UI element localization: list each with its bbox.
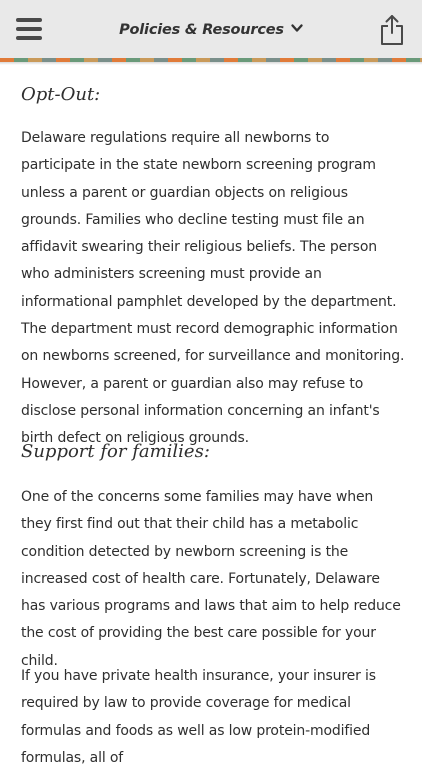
header-shadow xyxy=(0,62,422,65)
insurance-paragraph: If you have private health insurance, your insurer is required by law to provide coverage for medical formulas and foods as well as low protein-modified formulas, all of xyxy=(21,668,376,766)
page-title: Policies & Resources xyxy=(119,22,284,38)
support-paragraph: One of the concerns some families may have when they first find out that their child has a metabolic condition detected by newborn screening is the increased cost of health care. Fortunately, Delaware has various programs and laws that aim to help reduce the cost of providing the best care possible for your child. xyxy=(21,489,401,669)
app-header xyxy=(0,0,422,58)
share-icon[interactable] xyxy=(379,14,405,46)
section-dropdown[interactable] xyxy=(0,19,422,38)
optout-heading: Opt-Out: xyxy=(21,84,101,105)
optout-paragraph: Delaware regulations require all newborns to participate in the state newborn screening program unless a parent or guardian objects on religious grounds. Families who decline testing must file an affidavit swearing their religious beliefs. The person who administers screening must provide an informational pamphlet developed by the department. The department must record demographic information on newborns screened, for surveillance and monitoring. However, a parent or guardian also may refuse to disclose personal information concerning an infant's birth defect on religious grounds. xyxy=(21,130,405,447)
support-heading: Support for families: xyxy=(21,441,210,462)
chevron-down-icon xyxy=(291,24,303,33)
